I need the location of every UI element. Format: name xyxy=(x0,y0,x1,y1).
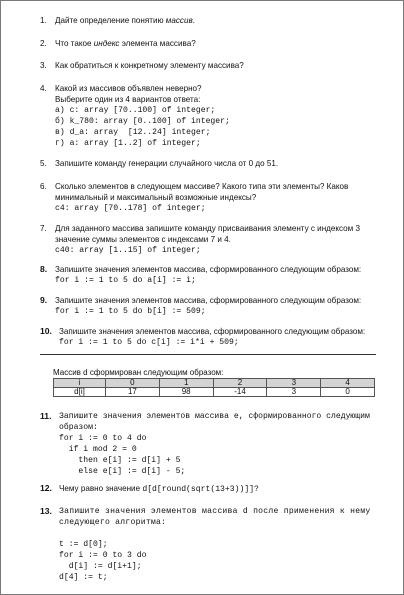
question-number: 11. xyxy=(40,411,52,421)
code-line: c40: array [1..15] of integer; xyxy=(55,246,201,255)
question-number: 12. xyxy=(40,483,52,493)
question-text: минимальный и максимальный возможные индексы? xyxy=(55,193,257,202)
table-caption: Массив d сформирован следующим образом: xyxy=(53,368,224,377)
question-text: Запишите значения элементов массива d после применения к нему xyxy=(59,507,371,516)
question-number: 4. xyxy=(40,84,47,93)
question-text: значение суммы элементов с индексами 7 и 4. xyxy=(55,235,231,244)
question-number: 2. xyxy=(40,39,47,48)
code-line: t := d[0]; xyxy=(59,540,108,549)
question-number: 3. xyxy=(40,61,47,70)
blank-line xyxy=(59,528,385,539)
array-table xyxy=(53,378,375,397)
code-line: c4: array [70..178] of integer; xyxy=(55,204,206,213)
question-number: 10. xyxy=(40,326,52,336)
question-7 xyxy=(40,223,385,256)
question-term: массив xyxy=(165,16,193,25)
question-text: Что такое xyxy=(55,39,94,48)
code-line: else e[i] := d[i] - 5; xyxy=(59,467,186,476)
table-header-row xyxy=(54,379,375,388)
answer-option: г) a: array [1..2] of integer; xyxy=(55,139,201,148)
question-number: 13. xyxy=(40,506,52,516)
question-text: Выберите один из 4 вариантов ответа: xyxy=(55,95,201,104)
question-13 xyxy=(40,506,385,583)
question-text-end: элемента массива? xyxy=(119,39,196,48)
question-text: Запишите значения элементов массива, сформированного следующим образом: xyxy=(55,265,362,274)
code-line: d[4] := t; xyxy=(59,573,108,582)
question-4 xyxy=(40,83,385,149)
table-cell: 98 xyxy=(159,388,213,397)
table-header-cell: 4 xyxy=(321,379,375,388)
question-text: Какой из массивов объявлен неверно? xyxy=(55,84,202,93)
question-3 xyxy=(40,60,385,71)
question-number: 6. xyxy=(40,182,47,191)
answer-option: а) c: array [70..100] of integer; xyxy=(55,106,216,115)
table-cell: d[i] xyxy=(54,388,106,397)
question-text: Запишите значения элементов массива e, сформированного следующим xyxy=(59,412,370,421)
table-cell: 17 xyxy=(106,388,160,397)
question-12 xyxy=(40,483,385,495)
code-line: d[i] := d[i+1]; xyxy=(59,562,142,571)
question-11 xyxy=(40,411,385,477)
question-text: Дайте определение понятию xyxy=(55,16,166,25)
table-header-cell: 1 xyxy=(159,379,213,388)
table-cell: -14 xyxy=(213,388,267,397)
code-line: for i := 0 to 4 do xyxy=(59,434,147,443)
code-line: if i mod 2 = 0 xyxy=(59,445,137,454)
question-5 xyxy=(40,158,385,169)
question-9 xyxy=(40,295,385,317)
code-line: then e[i] := d[i] + 5 xyxy=(59,456,181,465)
question-term: индекс xyxy=(93,39,120,48)
table-header-cell: 2 xyxy=(213,379,267,388)
question-number: 8. xyxy=(40,264,48,274)
answer-option: в) d_a: array [12..24] integer; xyxy=(55,128,211,137)
question-text: Сколько элементов в следующем массиве? Какого типа эти элементы? Каков xyxy=(55,182,349,191)
question-8 xyxy=(40,264,385,286)
question-1 xyxy=(40,15,385,26)
code-line: for i := 1 to 5 do b[i] := 509; xyxy=(55,307,206,316)
question-text-end: . xyxy=(192,16,195,25)
code-line: for i := 1 to 5 do a[i] := i; xyxy=(55,276,196,285)
question-6 xyxy=(40,181,385,214)
table-header-cell: 0 xyxy=(106,379,160,388)
question-text: Для заданного массива запишите команду присваивания элементу с индексом 3 xyxy=(55,224,360,233)
question-number: 5. xyxy=(40,159,47,168)
question-text: Запишите команду генерации случайного числа от 0 до 51. xyxy=(55,159,279,168)
question-text: Запишите значения элементов массива, сформированного следующим образом: xyxy=(59,327,366,336)
code-inline: d[d[round(sqrt(13+3))]]? xyxy=(142,485,259,494)
question-text: образом: xyxy=(59,423,98,432)
question-text: Запишите значения элементов массива, сформированного следующим образом: xyxy=(55,296,362,305)
question-10 xyxy=(40,326,385,348)
table-header-cell: i xyxy=(54,379,106,388)
separator-line xyxy=(40,354,376,355)
table-row xyxy=(54,388,375,397)
code-line: for i := 0 to 3 do xyxy=(59,551,147,560)
code-line: for i := 1 to 5 do c[i] := i*i + 509; xyxy=(59,338,239,347)
question-number: 1. xyxy=(40,16,47,25)
table-cell: 3 xyxy=(267,388,321,397)
question-text: следующего алгоритма: xyxy=(59,518,167,527)
question-number: 7. xyxy=(40,224,47,233)
answer-option: б) k_780: array [0..100] of integer; xyxy=(55,117,230,126)
question-2 xyxy=(40,38,385,49)
table-cell: 0 xyxy=(321,388,375,397)
table-header-cell: 3 xyxy=(267,379,321,388)
question-number: 9. xyxy=(40,295,48,305)
question-text: Как обратиться к конкретному элементу массива? xyxy=(55,61,244,70)
question-text: Чему равно значение xyxy=(59,484,143,493)
